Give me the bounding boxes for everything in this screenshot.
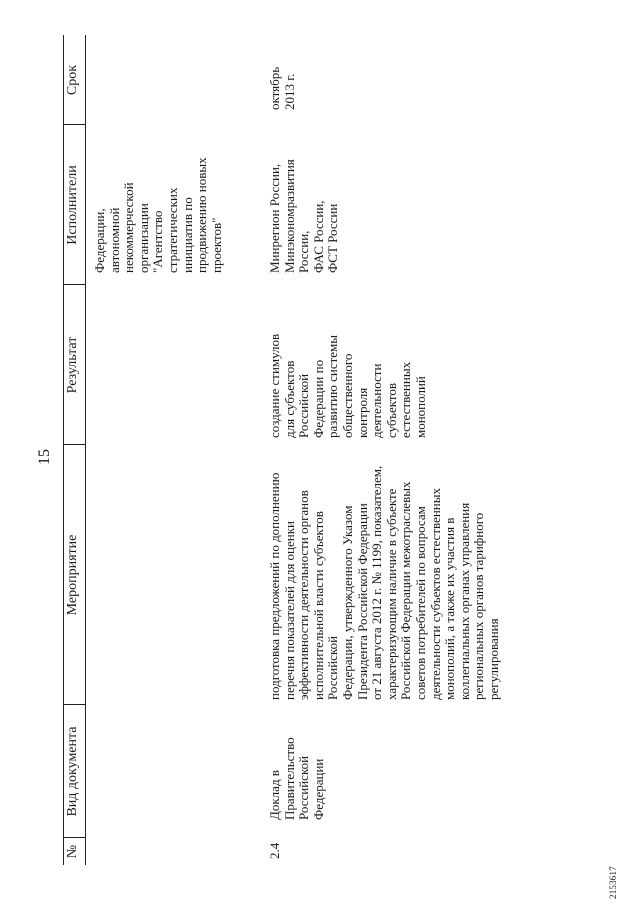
header-num: №	[65, 844, 80, 859]
row-doc-type: Доклад в Правительство Российской Федерации	[267, 737, 326, 820]
header-bottom-rule	[85, 35, 86, 865]
row-num: 2.4	[267, 842, 282, 859]
header-executors: Исполнители	[65, 165, 80, 245]
row-deadline: октябрь 2013 г.	[267, 66, 297, 110]
continuation-executors: Федерации, автономной некоммерческой организации "Агентство стратегических инициатив по продвижению новых проектов"	[92, 157, 224, 273]
row-executors: Минрегион России, Минэкономразвития России, ФАС России, ФСТ России	[267, 159, 341, 273]
document-code: 2153617	[608, 866, 618, 899]
page-number: 15	[36, 449, 53, 465]
header-event: Мероприятие	[65, 534, 80, 616]
header-result: Результат	[65, 336, 80, 394]
header-deadline: Срок	[65, 64, 80, 96]
row-result: создание стимулов для субъектов Российской Федерации по развитию системы общественного контроля деятельности субъектов естественных монополий	[267, 333, 428, 438]
header-doc-type: Вид документа	[65, 726, 80, 817]
row-event: подготовка предложений по дополнению перечня показателей для оценки эффективности деятельности органов исполнительной власти субъектов Российской Федерации, утвержденного Указом Президента Российской Федерации от 21 августа 2012 г. № 1199, показателем, характеризующим наличие в субъекте Российской Федерации межотраслевых советов потребителей по вопросам деятельности субъектов естественных монополий, а также их участия в коллегиальных органах управления региональных органов тарифного регулирования	[267, 465, 501, 700]
